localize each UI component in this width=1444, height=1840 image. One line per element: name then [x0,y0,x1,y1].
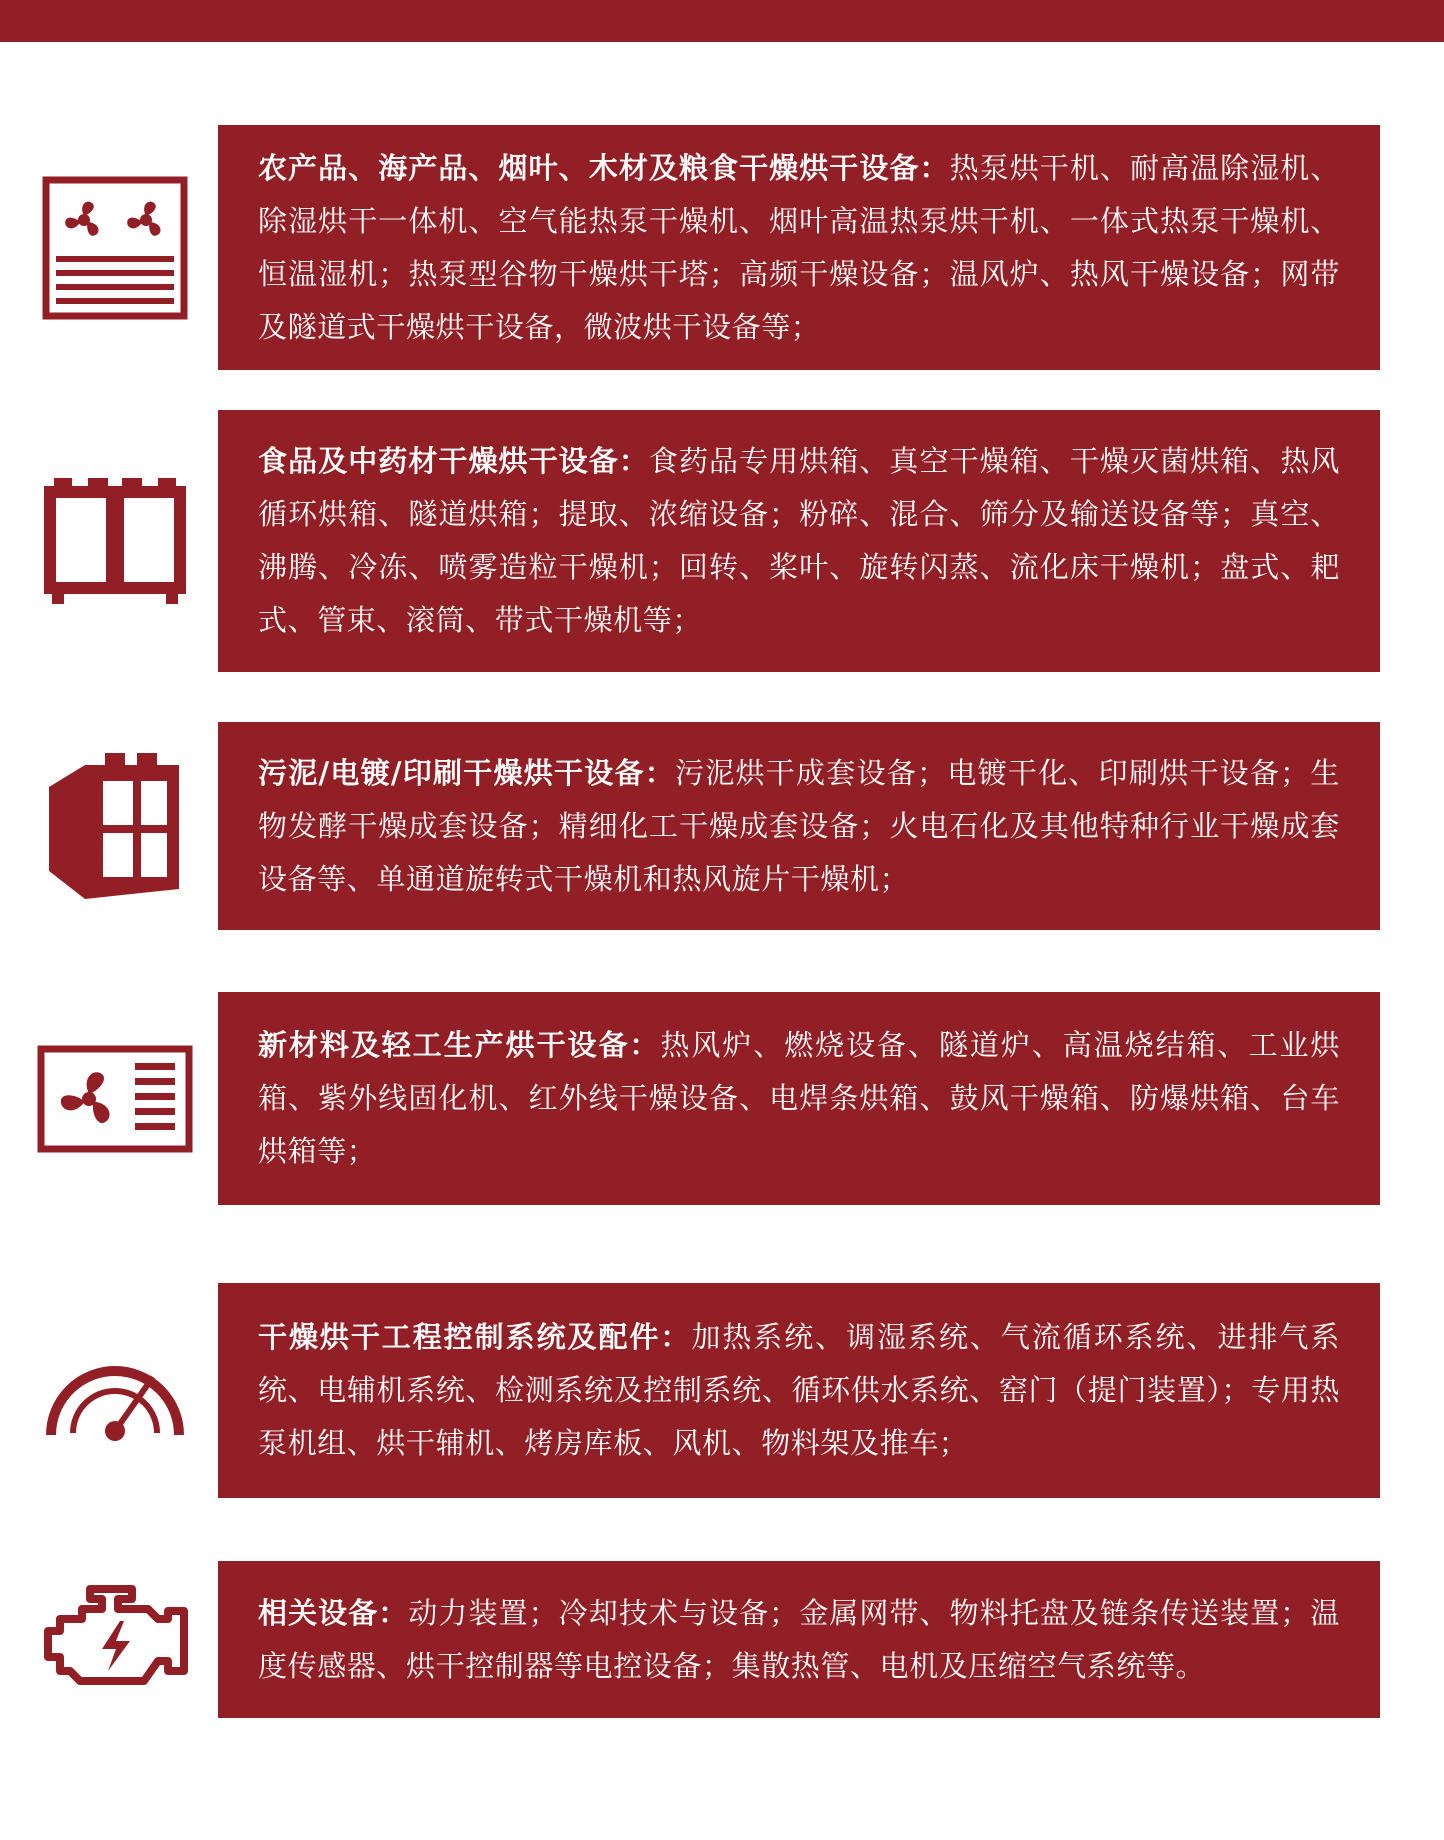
category-title: 食品及中药材干燥烘干设备： [258,444,649,478]
category-card [218,1561,1380,1718]
container-unit-icon [20,722,210,930]
category-description: 加热系统、调湿系统、气流循环系统、进排气系统、电辅机系统、检测系统及控制系统、循环供水系统、窑门（提门装置）；专用热泵机组、烘干辅机、烤房库板、风机、物料架及推车； [258,1320,1340,1460]
category-text [258,1587,1340,1693]
category-card [218,992,1380,1205]
list-item [0,125,1444,370]
category-title: 新材料及轻工生产烘干设备： [258,1028,661,1062]
category-title: 相关设备： [258,1595,409,1630]
category-text [258,1019,1340,1178]
category-description: 食药品专用烘箱、真空干燥箱、干燥灭菌烘箱、热风循环烘箱、隧道烘箱；提取、浓缩设备；粉碎、混合、筛分及输送设备等；真空、沸腾、冷冻、喷雾造粒干燥机；回转、桨叶、旋转闪蒸、流化床干燥机；盘式、耙式、管束、滚筒、带式干燥机等； [258,444,1340,637]
engine-icon [20,1561,210,1718]
category-text [258,435,1340,647]
category-text [258,747,1340,906]
category-card [218,1283,1380,1498]
category-card [218,410,1380,672]
top-banner-bar [0,0,1444,42]
category-title: 污泥/电镀/印刷干燥烘干设备： [258,755,676,790]
category-description: 动力装置；冷却技术与设备；金属网带、物料托盘及链条传送装置；温度传感器、烘干控制器等电控设备；集散热管、电机及压缩空气系统等。 [258,1595,1340,1683]
fan-heater-icon [20,125,210,370]
list-item [0,1561,1444,1718]
category-card [218,722,1380,930]
list-item [0,410,1444,672]
list-item [0,1283,1444,1498]
category-description: 污泥烘干成套设备；电镀干化、印刷烘干设备；生物发酵干燥成套设备；精细化工干燥成套设备；火电石化及其他特种行业干燥成套设备等、单通道旋转式干燥机和热风旋片干燥机； [258,755,1341,896]
dual-cabinet-icon [20,410,210,672]
category-text [258,142,1340,354]
category-description: 热风炉、燃烧设备、隧道炉、高温烧结箱、工业烘箱、紫外线固化机、红外线干燥设备、电焊条烘箱、鼓风干燥箱、防爆烘箱、台车烘箱等； [258,1028,1340,1168]
list-item [0,722,1444,930]
category-card [218,125,1380,370]
fan-unit-icon [20,992,210,1205]
gauge-icon [20,1283,210,1498]
category-title: 干燥烘干工程控制系统及配件： [258,1320,692,1354]
category-title: 农产品、海产品、烟叶、木材及粮食干燥烘干设备： [258,150,950,185]
category-text [258,1311,1340,1470]
category-description: 热泵烘干机、耐高温除湿机、除湿烘干一体机、空气能热泵干燥机、烟叶高温热泵烘干机、一体式热泵干燥机、恒温湿机；热泵型谷物干燥烘干塔；高频干燥设备；温风炉、热风干燥设备；网带及隧道式干燥烘干设备，微波烘干设备等； [258,150,1340,344]
list-item [0,992,1444,1205]
